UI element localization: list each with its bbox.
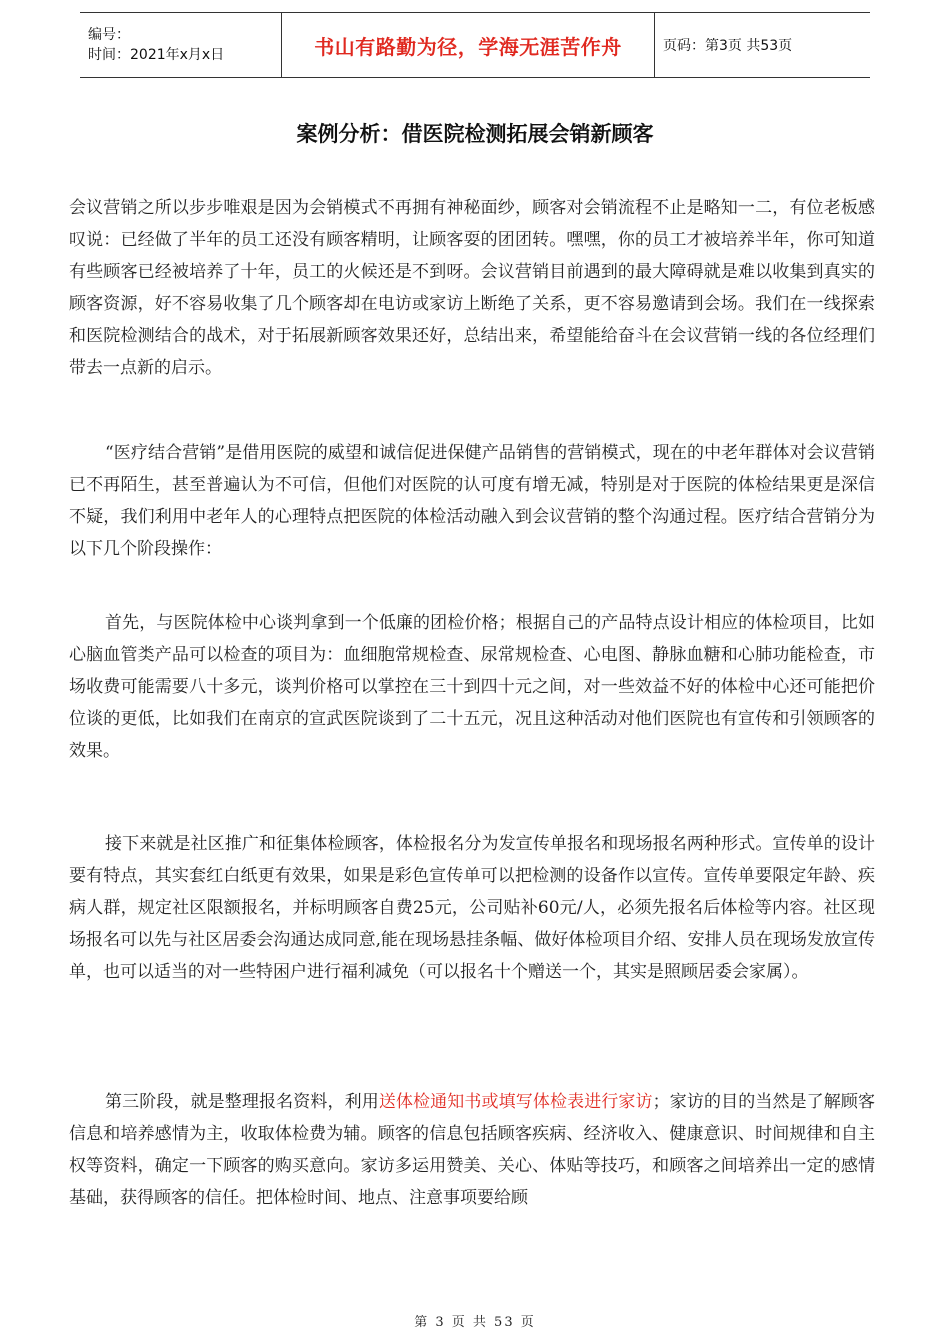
header-motto: 书山有路勤为径，学海无涯苦作舟 xyxy=(282,13,655,77)
paragraph-step-three xyxy=(69,1086,875,1214)
paragraph-medical-marketing: “医疗结合营销”是借用医院的威望和诚信促进保健产品销售的营销模式，现在的中老年群体对会议营销已不再陌生，甚至普遍认为不可信，但他们对医院的认可度有增无减，特别是对于医院的体检结果更是深信不疑，我们利用中老年人的心理特点把医院的体检活动融入到会议营销的整个沟通过程。医疗结合营销分为以下几个阶段操作： xyxy=(69,443,875,559)
page-header xyxy=(80,12,870,78)
paragraph-step-one: 首先，与医院体检中心谈判拿到一个低廉的团检价格；根据自己的产品特点设计相应的体检项目，比如心脑血管类产品可以检查的项目为：血细胞常规检查、尿常规检查、心电图、静脉血糖和心肺功能检查，市场收费可能需要八十多元，谈判价格可以掌控在三十到四十元之间，对一些效益不好的体检中心还可能把价位谈的更低，比如我们在南京的宣武医院谈到了二十五元，况且这种活动对他们医院也有宣传和引领顾客的效果。 xyxy=(69,613,875,761)
step-three-text-before: 第三阶段，就是整理报名资料，利用 xyxy=(105,1092,379,1112)
header-left-cell xyxy=(80,13,282,77)
page-footer: 第 3 页 共 53 页 xyxy=(414,1315,536,1330)
step-three-text-after: ；家访的目的当然是了解顾客信息和培养感情为主，收取体检费为辅。顾客的信息包括顾客疾病、经济收入、健康意识、时间规律和自主权等资料，确定一下顾客的购买意向。家访多运用赞美、关心、体贴等技巧，和顾客之间培养出一定的感情基础，获得顾客的信任。把体检时间、地点、注意事项要给顾 xyxy=(69,1092,876,1208)
paragraph-step-two: 接下来就是社区推广和征集体检顾客，体检报名分为发宣传单报名和现场报名两种形式。宣传单的设计要有特点，其实套红白纸更有效果，如果是彩色宣传单可以把检测的设备作以宣传。宣传单要限定年龄、疾病人群，规定社区限额报名，并标明顾客自费25元，公司贴补60元/人，必须先报名后体检等内容。社区现场报名可以先与社区居委会沟通达成同意,能在现场悬挂条幅、做好体检项目介绍、安排人员在现场发放宣传单，也可以适当的对一些特困户进行福利减免（可以报名十个赠送一个，其实是照顾居委会家属）。 xyxy=(69,834,875,982)
paragraph-intro: 会议营销之所以步步唯艰是因为会销模式不再拥有神秘面纱，顾客对会销流程不止是略知一二，有位老板感叹说：已经做了半年的员工还没有顾客精明，让顾客耍的团团转。嘿嘿，你的员工才被培养半年，你可知道有些顾客已经被培养了十年，员工的火候还是不到呀。会议营销目前遇到的最大障碍就是难以收集到真实的顾客资源，好不容易收集了几个顾客却在电访或家访上断绝了关系，更不容易邀请到会场。我们在一线探索和医院检测结合的战术，对于拓展新顾客效果还好，总结出来，希望能给奋斗在会议营销一线的各位经理们带去一点新的启示。 xyxy=(69,198,875,378)
document-number-label: 编号： xyxy=(88,27,130,43)
header-page-label: 页码：第3页 共53页 xyxy=(663,38,793,54)
document-title: 案例分析：借医院检测拓展会销新顾客 xyxy=(296,122,654,146)
step-three-highlight: 送体检通知书或填写体检表进行家访 xyxy=(378,1092,653,1112)
document-date-label: 时间：2021年x月x日 xyxy=(88,47,225,63)
